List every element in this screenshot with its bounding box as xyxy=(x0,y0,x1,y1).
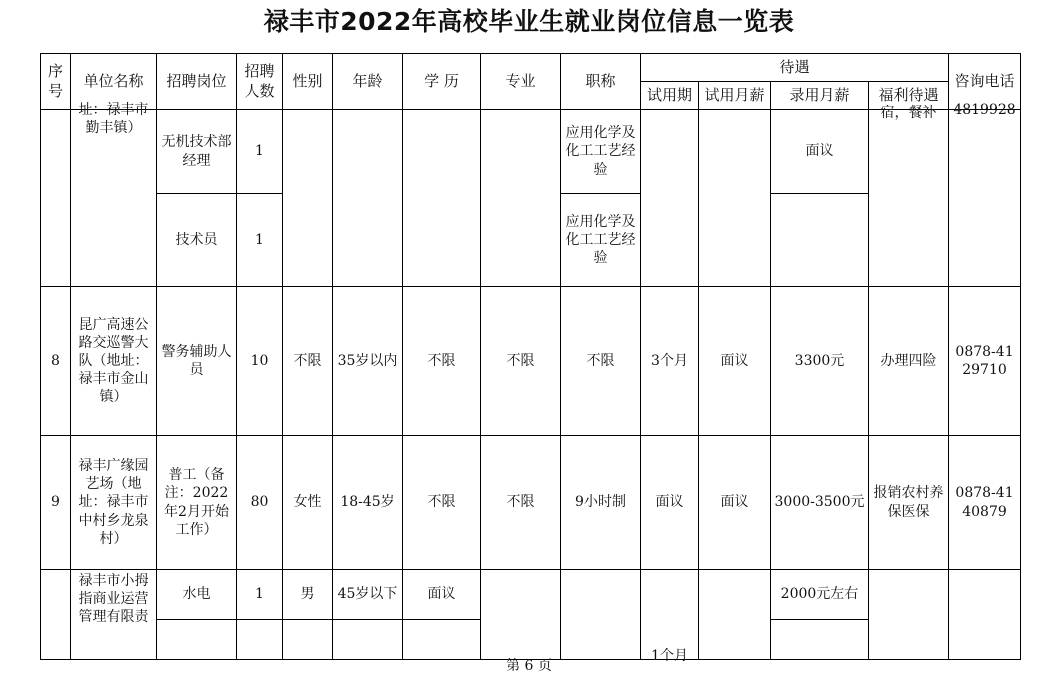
header-seq: 序号 xyxy=(41,54,71,110)
header-phone: 咨询电话 xyxy=(949,54,1021,110)
cell-count: 80 xyxy=(237,436,283,570)
cell-age: 45岁以下 xyxy=(333,570,403,620)
job-table xyxy=(40,53,1021,664)
cell-hire-salary: 3300元 xyxy=(771,287,869,436)
cell-count: 1 xyxy=(237,570,283,620)
cell-age: 18-45岁 xyxy=(333,436,403,570)
cell-count: 10 xyxy=(237,287,283,436)
header-row-1 xyxy=(41,54,1021,82)
table-row xyxy=(41,436,1021,570)
cell-seq xyxy=(41,110,71,287)
cell-hire-salary xyxy=(771,620,869,660)
cell-title: 不限 xyxy=(561,287,641,436)
job-table-region xyxy=(40,53,1020,664)
header-count: 招聘人数 xyxy=(237,54,283,110)
cell-position: 技术员 xyxy=(157,194,237,287)
cell-position: 无机技术部经理 xyxy=(157,110,237,194)
header-education: 学 历 xyxy=(403,54,481,110)
cell-benefits: 报销农村养保医保 xyxy=(869,436,949,570)
cell-age: 35岁以内 xyxy=(333,287,403,436)
cell-unit: 禄丰广缘园艺场（地址：禄丰市中村乡龙泉村） xyxy=(71,436,157,570)
cell-hire-salary xyxy=(771,194,869,287)
header-position: 招聘岗位 xyxy=(157,54,237,110)
cell-count: 1 xyxy=(237,110,283,194)
table-row xyxy=(41,570,1021,620)
cell-education xyxy=(403,620,481,660)
cell-education: 不限 xyxy=(403,287,481,436)
cell-probation: 面议 xyxy=(641,436,699,570)
cell-hire-salary: 面议 xyxy=(771,110,869,194)
cell-unit: 址：禄丰市勤丰镇） xyxy=(71,110,157,287)
cell-probation-salary xyxy=(699,570,771,660)
header-treatment: 待遇 xyxy=(641,54,949,82)
cell-age xyxy=(333,620,403,660)
cell-probation-salary xyxy=(699,110,771,287)
table-row xyxy=(41,110,1021,194)
cell-seq: 9 xyxy=(41,436,71,570)
cell-benefits: 办理四险 xyxy=(869,287,949,436)
cell-major xyxy=(481,110,561,287)
cell-major: 不限 xyxy=(481,436,561,570)
cell-education: 不限 xyxy=(403,436,481,570)
cell-unit: 禄丰市小拇指商业运营管理有限责 xyxy=(71,570,157,660)
cell-phone: 4819928 xyxy=(949,110,1021,287)
cell-gender: 男 xyxy=(283,570,333,620)
cell-major: 不限 xyxy=(481,287,561,436)
header-major: 专业 xyxy=(481,54,561,110)
cell-education xyxy=(403,110,481,287)
cell-age xyxy=(333,110,403,287)
cell-gender: 不限 xyxy=(283,287,333,436)
cell-title: 应用化学及化工工艺经验 xyxy=(561,194,641,287)
cell-probation: 3个月 xyxy=(641,287,699,436)
cell-benefits xyxy=(869,570,949,660)
cell-gender: 女性 xyxy=(283,436,333,570)
cell-benefits: 宿，餐补 xyxy=(869,110,949,287)
cell-position xyxy=(157,620,237,660)
cell-seq xyxy=(41,570,71,660)
header-hire-salary: 录用月薪 xyxy=(771,82,869,110)
cell-phone: 0878-4140879 xyxy=(949,436,1021,570)
cell-title: 应用化学及化工工艺经验 xyxy=(561,110,641,194)
cell-hire-salary: 2000元左右 xyxy=(771,570,869,620)
cell-gender xyxy=(283,110,333,287)
cell-count: 1 xyxy=(237,194,283,287)
cell-gender xyxy=(283,620,333,660)
cell-probation xyxy=(641,110,699,287)
cell-phone xyxy=(949,570,1021,660)
cell-major xyxy=(481,570,561,660)
header-age: 年龄 xyxy=(333,54,403,110)
cell-unit: 昆广高速公路交巡警大队（地址：禄丰市金山镇） xyxy=(71,287,157,436)
cell-probation-salary: 面议 xyxy=(699,436,771,570)
header-unit: 单位名称 xyxy=(71,54,157,110)
cell-position: 警务辅助人员 xyxy=(157,287,237,436)
header-probation-salary: 试用月薪 xyxy=(699,82,771,110)
cell-education: 面议 xyxy=(403,570,481,620)
cell-probation-salary: 面议 xyxy=(699,287,771,436)
cell-title xyxy=(561,570,641,660)
header-gender: 性别 xyxy=(283,54,333,110)
header-benefits: 福利待遇 xyxy=(869,82,949,110)
cell-hire-salary: 3000-3500元 xyxy=(771,436,869,570)
cell-position: 普工（备注：2022年2月开始工作） xyxy=(157,436,237,570)
header-probation: 试用期 xyxy=(641,82,699,110)
cell-probation: 1个月 xyxy=(641,570,699,660)
cell-title: 9小时制 xyxy=(561,436,641,570)
cell-phone: 0878-4129710 xyxy=(949,287,1021,436)
cell-position: 水电 xyxy=(157,570,237,620)
cell-seq: 8 xyxy=(41,287,71,436)
table-row xyxy=(41,287,1021,436)
page-number: 第 6 页 xyxy=(506,658,552,674)
document-title: 禄丰市2022年高校毕业生就业岗位信息一览表 xyxy=(263,7,795,36)
header-title: 职称 xyxy=(561,54,641,110)
cell-count xyxy=(237,620,283,660)
